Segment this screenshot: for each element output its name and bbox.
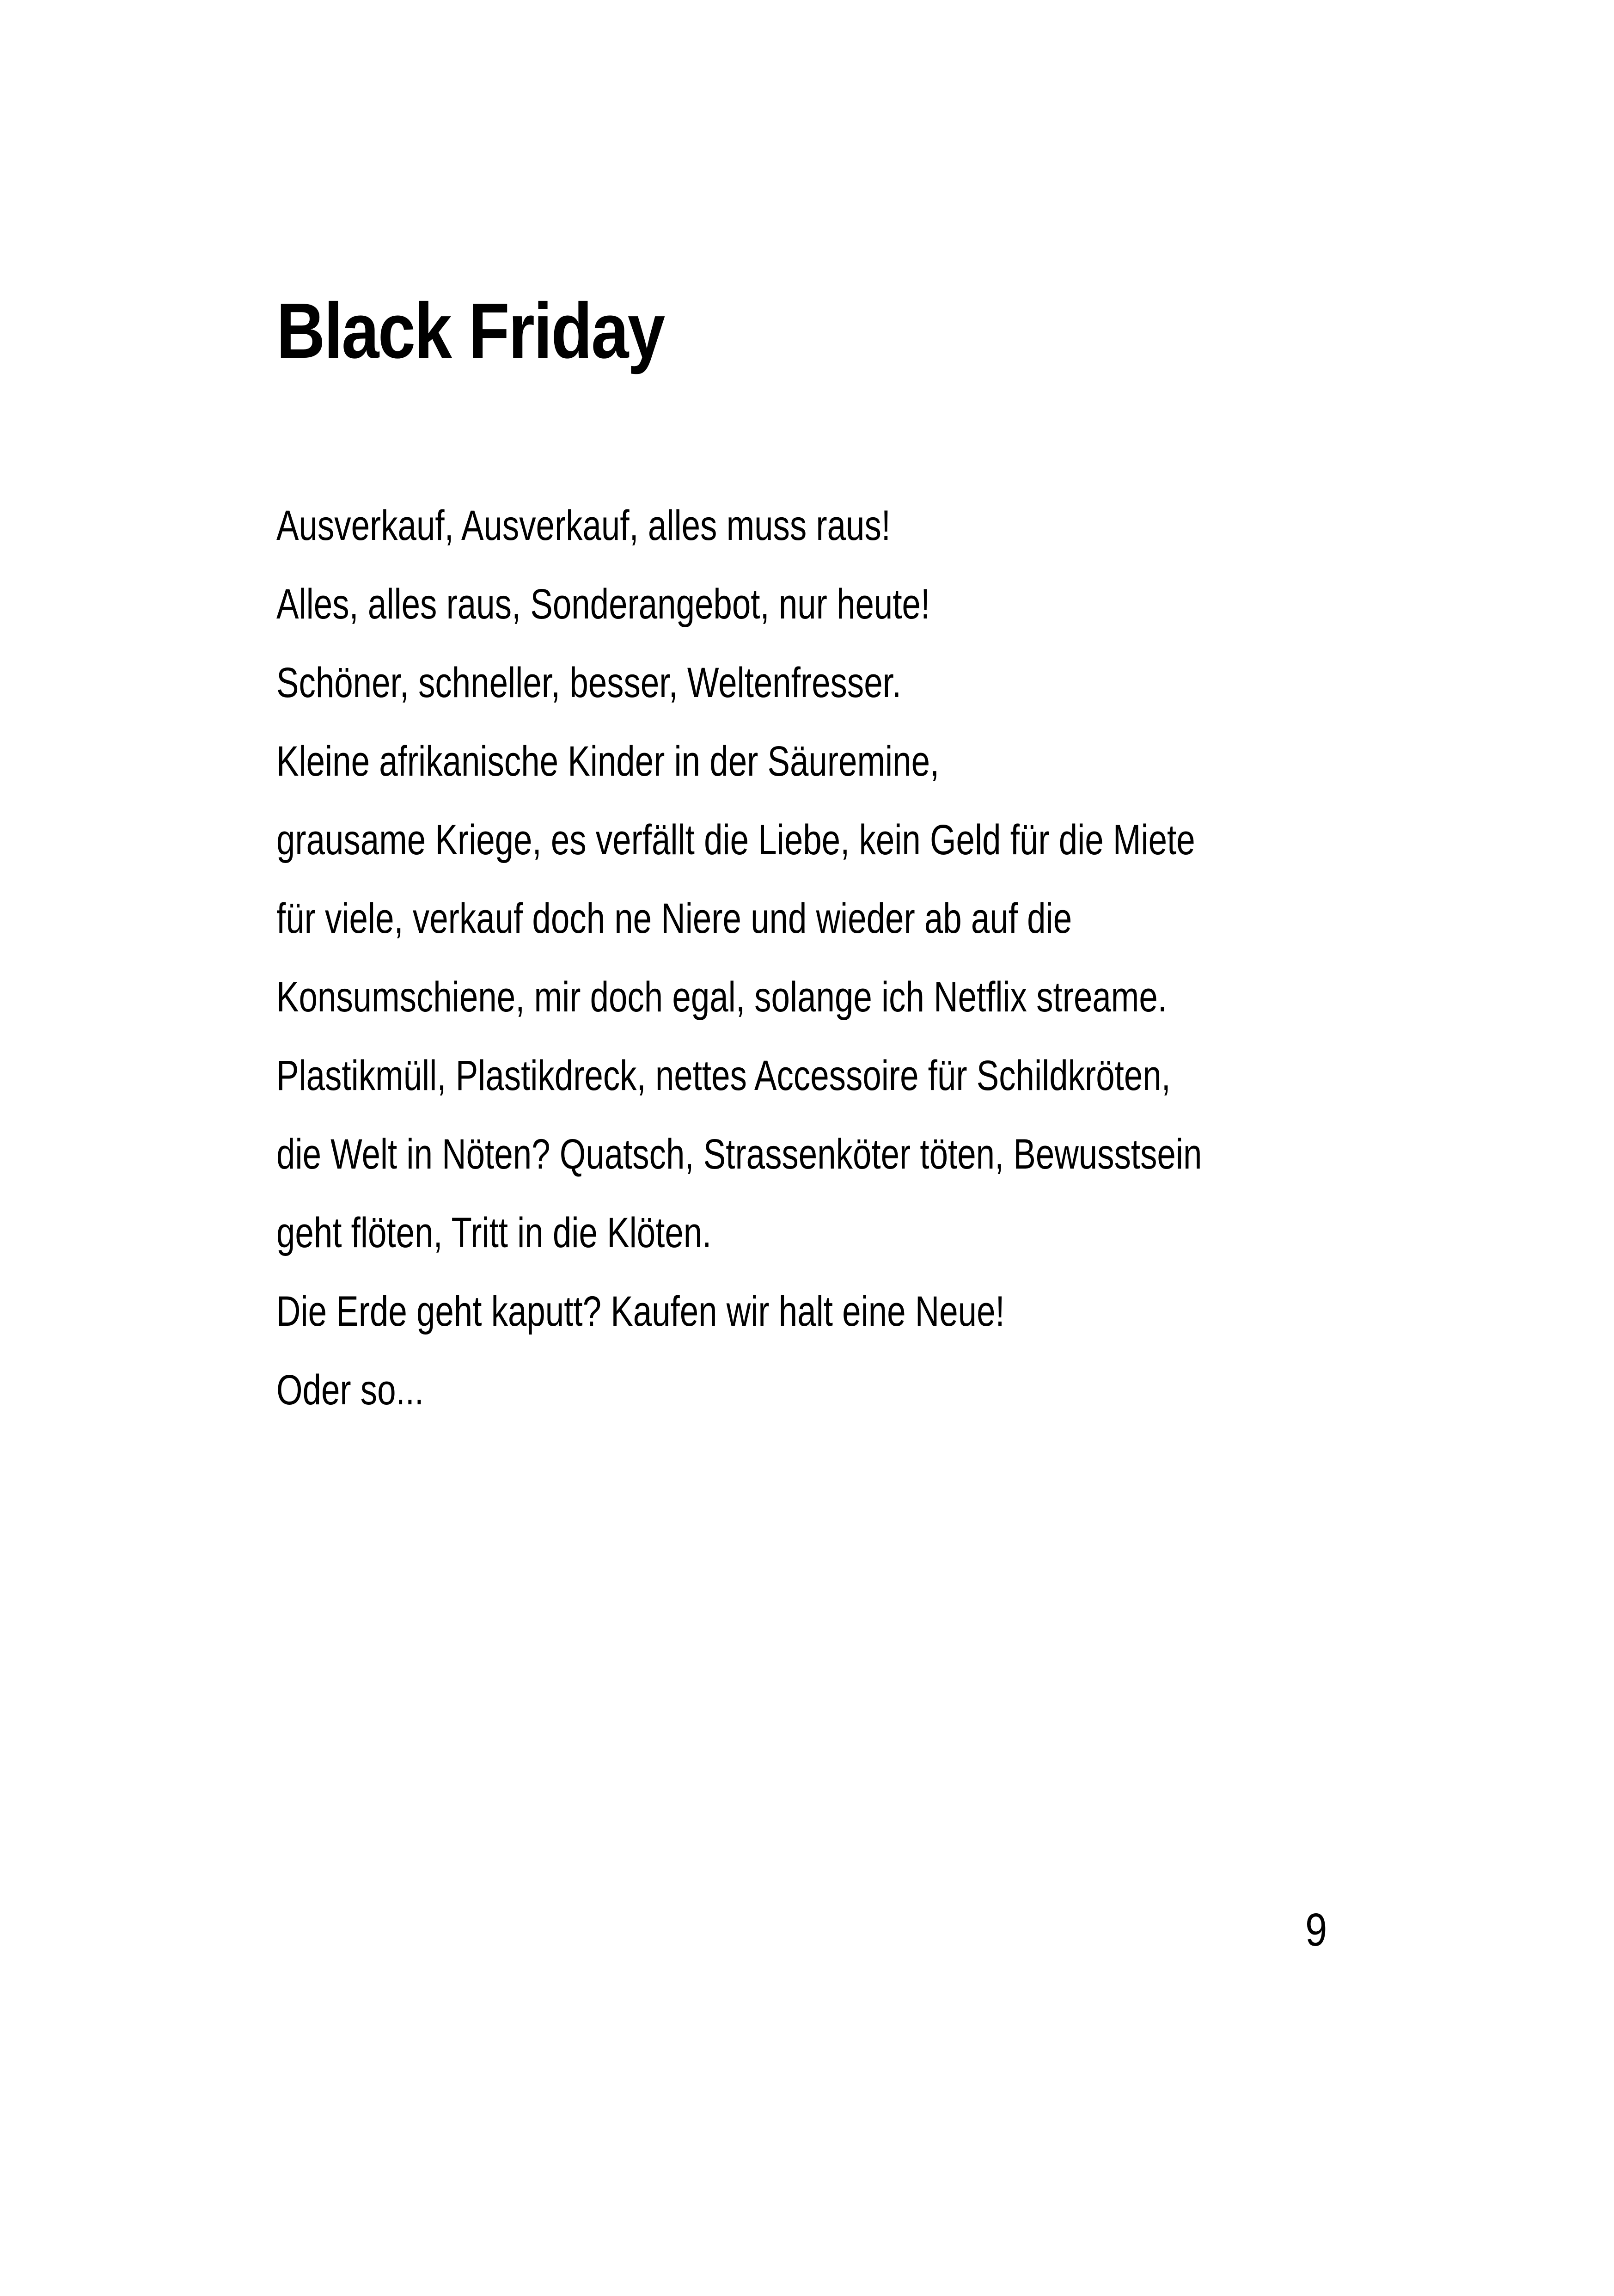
poem-line: für viele, verkauf doch ne Niere und wieder ab auf die xyxy=(276,895,1072,942)
page-number: 9 xyxy=(1305,1904,1327,1956)
poem-line: Plastikmüll, Plastikdreck, nettes Accessoire für Schildkröten, xyxy=(276,1052,1171,1099)
poem-line: Alles, alles raus, Sonderangebot, nur heute! xyxy=(276,581,930,628)
poem-line: geht flöten, Tritt in die Klöten. xyxy=(276,1209,712,1256)
poem-title: Black Friday xyxy=(276,287,664,375)
poem-line: Konsumschiene, mir doch egal, solange ich Netflix streame. xyxy=(276,974,1167,1021)
poem-body xyxy=(276,486,1448,1429)
poem-line: grausame Kriege, es verfällt die Liebe, kein Geld für die Miete xyxy=(276,816,1195,863)
poem-line: Oder so... xyxy=(276,1366,424,1414)
poem-line: Die Erde geht kaputt? Kaufen wir halt eine Neue! xyxy=(276,1288,1005,1335)
poem-line: die Welt in Nöten? Quatsch, Strassenköter töten, Bewusstsein xyxy=(276,1131,1202,1178)
poem-line: Kleine afrikanische Kinder in der Säuremine, xyxy=(276,738,940,785)
poem-line: Ausverkauf, Ausverkauf, alles muss raus! xyxy=(276,502,891,549)
poem-line: Schöner, schneller, besser, Weltenfresser. xyxy=(276,659,902,706)
